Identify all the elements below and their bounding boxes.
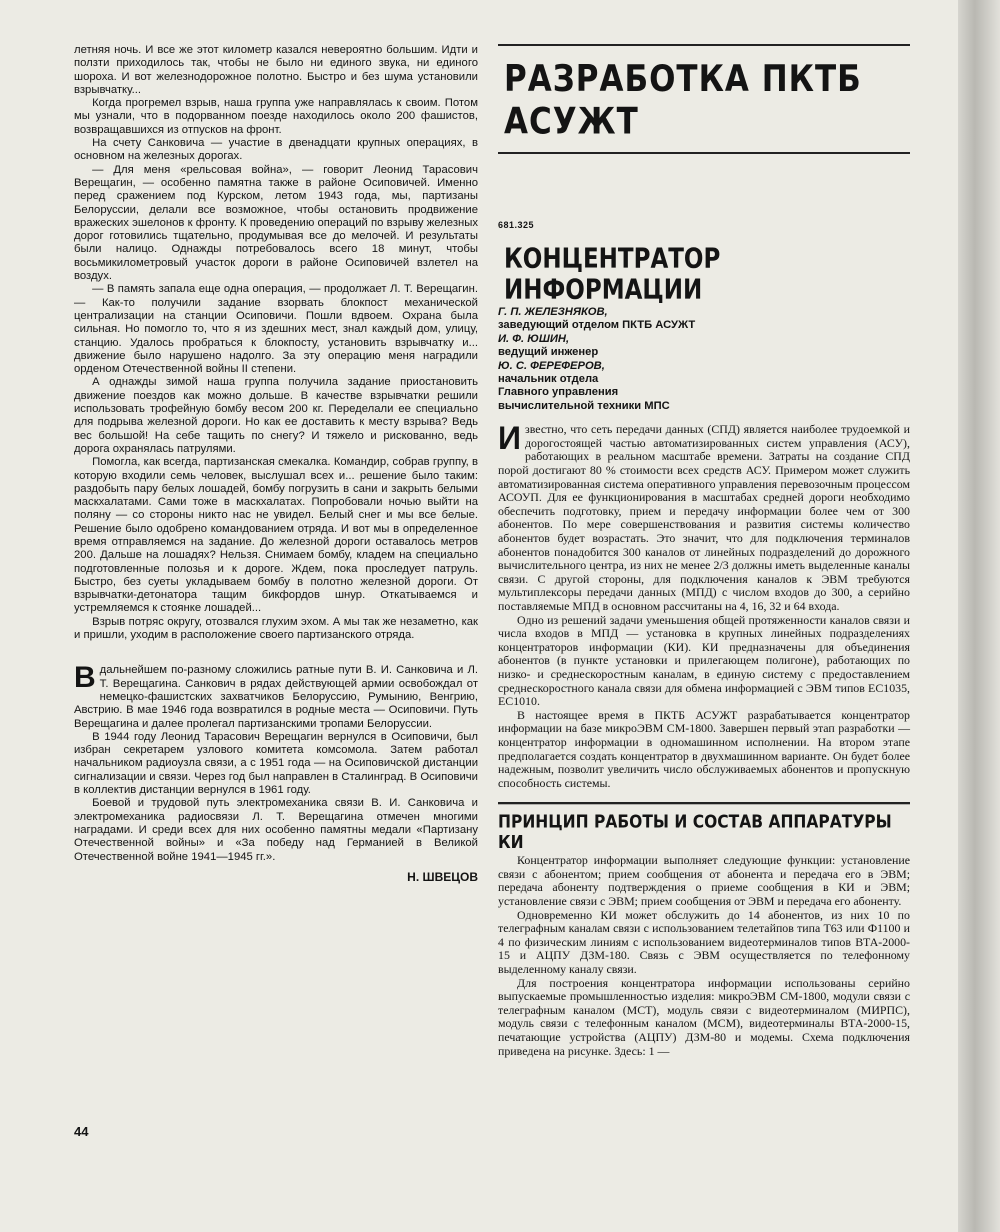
paragraph: А однажды зимой наша группа получила задание приостановить движение поездов как можно дольше. В качестве взрывчатки решили использовать трофейную бомбу весом 200 кг. Переделали ее специально для подрыва железной дороги. Но как ее доставить к месту взрыва? Ведь вес большой! На себе тащить по снегу? И тяжело и рискованно, ведь дорога охранялась патрулями.: [74, 376, 478, 455]
paragraph: летняя ночь. И все же этот километр казался невероятно большим. Идти и ползти приходилось так, чтобы не было ни единого звука, ни единого шороха. И вот железнодорожное полотно. Быстро и без шума установили взрывчатку...: [74, 44, 478, 96]
author-name: И. Ф. ЮШИН,: [498, 332, 570, 345]
paragraph: В настоящее время в ПКТБ АСУЖТ разрабатывается концентратор информации на базе микроЭВМ СМ-1800. Завершен первый этап разработки — концентратор информации в одномашинном исполнении. На втором этапе предполагается создать концентратор в двухмашинном варианте. Он будет более надежным, позволит увеличить число обслуживаемых абонентов и пропускную способность системы.: [498, 707, 910, 790]
rubric-bottom-rule: [498, 152, 910, 154]
intro-paragraph: [498, 420, 910, 613]
dropcap: В: [74, 661, 96, 695]
paragraph-text: звестно, что сеть передачи данных (СПД) является наиболее трудоемкой и дорогостоящей частью автоматизированных систем управления (АСУ), работающих в реальном масштабе времени. Затраты на создание СПД порой достигают 80 % стоимости всех средств АСУ. Примером может служить автоматизированная система оперативного управления перевозочным процессом АСОУП. Для ее функционирования в масштабах средней дороги необходимо обеспечить подготовку, прием и передачу информации более чем от 300 абонентов. По мере совершенствования и развития системы количество абонентов будет возрастать. Это значит, что для подключения терминалов абонентов понадобится 300 каналов от линейных подразделений до дорожного вычислительного центра, из них не менее 2/3 должны иметь выделенные каналы связи. С другой стороны, для подключения каналов к ЭВМ требуются мультиплексоры передачи данных (МПД) с числом входов до 300, а серийно поставляемые МПД в основном рассчитаны на 4, 16, 32 и 64 входа.: [498, 422, 910, 613]
paragraph-with-dropcap: [74, 661, 478, 730]
paragraph: Концентратор информации выполняет следующие функции: установление связи с абонентом; прием сообщения от абонента и передача его в ЭВМ; передача абоненту подтверждения о приеме сообщения в КИ и ЭВМ; установление связи с ЭВМ; прием сообщения от ЭВМ и передача его абоненту.: [498, 853, 910, 909]
page-number: 44: [74, 1124, 89, 1139]
author-role: Главного управления: [498, 386, 619, 399]
paragraph: — В память запала еще одна операция, — продолжает Л. Т. Верещагин. — Как-то получили задание взорвать блокпост механической централизации на станции Осиповичи. Пошли вдвоем. Охрана была сильная. Но помогло то, что я из здешних мест, знал каждый дом, улицу, станцию. Удалось пробраться к блокпосту, установить взрывчатку и... движение было нарушено надолго. За эту операцию меня наградили орденом Отечественной войны II степени.: [74, 283, 478, 376]
author-role: заведующий отделом ПКТБ АСУЖТ: [498, 319, 696, 332]
author-line: [498, 333, 910, 360]
left-column: [74, 44, 478, 884]
paragraph: На счету Санковича — участие в двенадцати крупных операциях, в основном на железных дорогах.: [74, 137, 478, 163]
paragraph: Боевой и трудовой путь электромеханика связи В. И. Санковича и электромеханика радиосвязи Л. Т. Верещагина отмечен многими наградами. И среди всех для них особенно памятны медали «Партизану Отечественной войны» и «За победу над Германией в Великой Отечественной войне 1941—1945 гг.».: [74, 797, 478, 863]
author-role: начальник отдела: [498, 373, 599, 386]
authors-block: [498, 306, 910, 413]
paragraph: — Для меня «рельсовая война», — говорит Леонид Тарасович Верещагин, — особенно памятна также в районе Осиповичей. Именно перед сражением под Курском, летом 1943 года, мы, партизаны Белоруссии, делали все возможное, чтобы остановить продвижение вражеских эшелонов к фронту. К проведению операций по взрыву железных дорог готовились тщательно, продумывая все до мелочей. И результаты были налицо. Однажды потребовалось всего 18 минут, чтобы восьмикилометровый участок дороги в районе Осиповичей взлетел на воздух.: [74, 163, 478, 283]
article-title: КОНЦЕНТРАТОР ИНФОРМАЦИИ: [504, 244, 721, 306]
section-gap: [74, 642, 478, 664]
author-signature: Н. ШВЕЦОВ: [407, 869, 478, 884]
paragraph: Одновременно КИ может обслужить до 14 абонентов, из них 10 по телеграфным каналам связи с использованием телетайпов типа Т63 или Ф1100 и 4 по физическим линиям с использованием видеотерминалов типов ВТА-2000-15 и АЦПУ ДЗМ-180. Связь с ЭВМ осуществляется по телефонному выделенному каналу связи.: [498, 907, 910, 977]
dropcap: И: [498, 420, 521, 457]
author-line: [498, 360, 910, 387]
author-name: Г. П. ЖЕЛЕЗНЯКОВ,: [498, 306, 608, 318]
paragraph: В 1944 году Леонид Тарасович Верещагин вернулся в Осиповичи, был избран секретарем узлового комитета комсомола. Затем работал начальником радиоузла связи, а с 1951 года — на Осиповичской дистанции сигнализации и связи. Через год был направлен в Сталинград. В Осиповичи в коллектив дистанции вернулся в 1961 году.: [74, 730, 478, 797]
rubric-heading: РАЗРАБОТКА ПКТБ АСУЖТ: [504, 58, 862, 143]
paragraph: Одно из решений задачи уменьшения общей протяженности каналов связи и числа входов в МПД — установка в крупных линейных подразделениях концентраторов информации (КИ). КИ предназначены для объединения абонентов (в пункте установки и прилегающем полигоне), работающих по низко- и среднескоростным каналам, в единую систему с предоставлением среднескоростного канала связи для обмена информацией с ЭВМ типов ЕС1035, ЕС1010.: [498, 612, 910, 709]
author-role: вычислительной техники МПС: [498, 399, 670, 412]
section-heading: ПРИНЦИП РАБОТЫ И СОСТАВ АППАРАТУРЫ КИ: [498, 802, 910, 853]
paragraph-text: дальнейшем по-разному сложились ратные пути В. И. Санковича и Л. Т. Верещагина. Санкович в рядах действующей армии освобождал от немецко-фашистских захватчиков Белоруссию, Румынию, Венгрию, Австрию. В мае 1946 года возвратился в родные места — Осиповичи. Путь Верещагина и далее пролегал партизанскими тропами Белоруссии.: [74, 664, 478, 730]
rubric-top-rule: [498, 44, 910, 46]
paragraph: Для построения концентратора информации использованы серийно выпускаемые промышленностью изделия: микроЭВМ СМ-1800, модули связи с телеграфным каналом (МСТ), модуль связи с видеотерминалом (МИРПС), модуль связи с телефонным каналом (МСМ), видеотерминалы ВТА-2000-15, печатающие устройства (АЦПУ) ДЗМ-80 и модемы. Схема подключения приведена на рисунке. Здесь: 1 —: [498, 975, 910, 1058]
paragraph: Когда прогремел взрыв, наша группа уже направлялась к своим. Потом мы узнали, что в подорванном поезде находилось около 200 фашистов, возвращавшихся из отпусков на фронт.: [74, 97, 478, 136]
right-column: [498, 44, 910, 1058]
page-edge-shadow: [958, 0, 1000, 1232]
author-line: [498, 306, 910, 319]
author-role: ведущий инженер: [498, 346, 599, 359]
author-line: [498, 386, 910, 399]
author-name: Ю. С. ФЕРЕФЕРОВ,: [498, 359, 605, 372]
paragraph: Взрыв потряс округу, отозвался глухим эхом. А мы так же незаметно, как и пришли, уходим в расположение своего партизанского отряда.: [74, 615, 478, 642]
author-line: [498, 319, 910, 332]
paragraph: Помогла, как всегда, партизанская смекалка. Командир, собрав группу, в которую входили семь человек, выслушал всех и... решение было таким: раздобыть пару белых лошадей, бомбу погрузить в сани и закрыть белыми маскхалатами. Сами тоже в маскхалатах. Попробовали ночью выйти на поляну — со стороны никто нас не увидел. Белый снег и мы все белые. Решение было одобрено командованием отряда. И вот мы в определенное время отправляемся на задание. До железной дороги оставалось метров 200. Дальше на лошадях? Нельзя. Снимаем бомбу, кладем на специально подготовленные полозья и к дороге. Ждем, пока проследует патруль. Быстро, без суеты укладываем бомбу в полотно железной дороги. От взрывчатки-детонатора тащим бикфордов шнур. Откатываемся и устремляемся к стоянке лошадей...: [74, 456, 478, 615]
author-line: [498, 400, 910, 413]
udc-code: 681.325: [498, 220, 535, 230]
